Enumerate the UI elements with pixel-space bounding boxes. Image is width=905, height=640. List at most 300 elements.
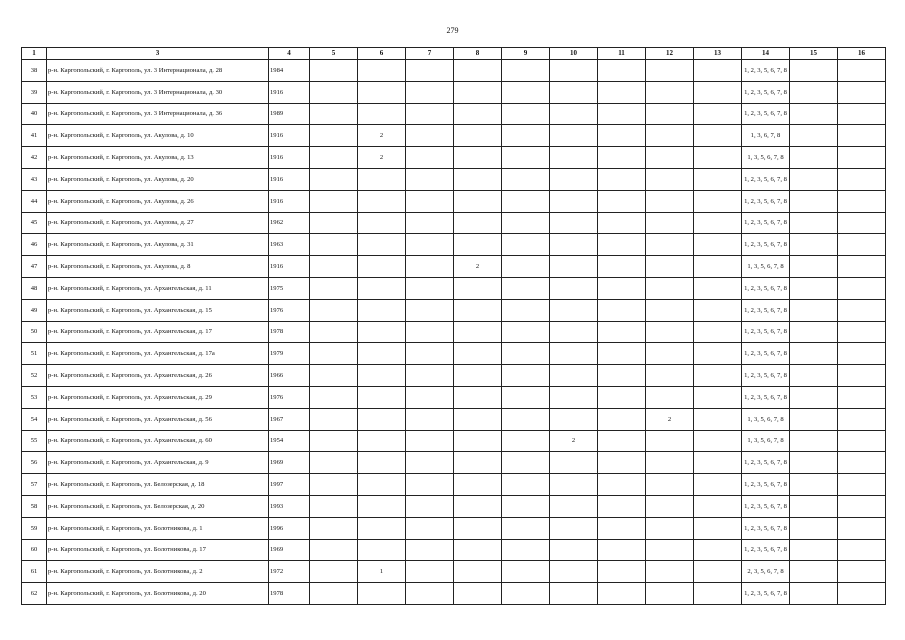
col-16-cell xyxy=(838,495,886,517)
row-number: 41 xyxy=(22,125,47,147)
column-header: 14 xyxy=(742,48,790,60)
col-10-cell xyxy=(550,474,598,496)
col-5-cell xyxy=(310,256,358,278)
col-8-cell xyxy=(454,234,502,256)
row-number: 45 xyxy=(22,212,47,234)
col-15-cell xyxy=(790,256,838,278)
address-cell: р-н. Каргопольский, г. Каргополь, ул. Архангельская, д. 29 xyxy=(47,386,269,408)
year-cell: 1967 xyxy=(269,408,310,430)
column-header: 5 xyxy=(310,48,358,60)
year-cell: 1993 xyxy=(269,495,310,517)
col-15-cell xyxy=(790,561,838,583)
col-15-cell xyxy=(790,517,838,539)
table-row xyxy=(22,583,886,605)
address-cell: р-н. Каргопольский, г. Каргополь, ул. Акулова, д. 10 xyxy=(47,125,269,147)
col-14-cell: 1, 2, 3, 5, 6, 7, 8 xyxy=(742,299,790,321)
col-11-cell xyxy=(598,365,646,387)
col-6-cell xyxy=(358,539,406,561)
col-15-cell xyxy=(790,125,838,147)
year-cell: 1916 xyxy=(269,256,310,278)
col-7-cell xyxy=(406,256,454,278)
col-16-cell xyxy=(838,256,886,278)
address-cell: р-н. Каргопольский, г. Каргополь, ул. 3 Интернационала, д. 28 xyxy=(47,60,269,82)
year-cell: 1989 xyxy=(269,103,310,125)
col-10-cell xyxy=(550,81,598,103)
col-7-cell xyxy=(406,168,454,190)
row-number: 51 xyxy=(22,343,47,365)
col-6-cell xyxy=(358,495,406,517)
col-15-cell xyxy=(790,103,838,125)
row-number: 42 xyxy=(22,147,47,169)
col-12-cell xyxy=(646,365,694,387)
row-number: 62 xyxy=(22,583,47,605)
col-16-cell xyxy=(838,321,886,343)
col-14-cell: 1, 2, 3, 5, 6, 7, 8 xyxy=(742,103,790,125)
col-11-cell xyxy=(598,147,646,169)
col-10-cell xyxy=(550,386,598,408)
col-5-cell xyxy=(310,365,358,387)
col-6-cell xyxy=(358,517,406,539)
col-15-cell xyxy=(790,430,838,452)
col-13-cell xyxy=(694,147,742,169)
col-15-cell xyxy=(790,408,838,430)
col-8-cell xyxy=(454,277,502,299)
col-15-cell xyxy=(790,539,838,561)
col-16-cell xyxy=(838,277,886,299)
address-cell: р-н. Каргопольский, г. Каргополь, ул. Белозерская, д. 20 xyxy=(47,495,269,517)
col-10-cell xyxy=(550,212,598,234)
col-14-cell: 1, 3, 5, 6, 7, 8 xyxy=(742,408,790,430)
col-13-cell xyxy=(694,168,742,190)
col-7-cell xyxy=(406,408,454,430)
col-7-cell xyxy=(406,386,454,408)
table-row xyxy=(22,147,886,169)
table-row xyxy=(22,408,886,430)
col-12-cell xyxy=(646,212,694,234)
column-header: 4 xyxy=(269,48,310,60)
col-11-cell xyxy=(598,321,646,343)
col-7-cell xyxy=(406,452,454,474)
col-7-cell xyxy=(406,299,454,321)
col-16-cell xyxy=(838,539,886,561)
col-11-cell xyxy=(598,190,646,212)
col-8-cell xyxy=(454,190,502,212)
col-5-cell xyxy=(310,60,358,82)
col-11-cell xyxy=(598,495,646,517)
col-12-cell xyxy=(646,452,694,474)
row-number: 40 xyxy=(22,103,47,125)
col-16-cell xyxy=(838,561,886,583)
row-number: 55 xyxy=(22,430,47,452)
col-11-cell xyxy=(598,256,646,278)
col-8-cell xyxy=(454,452,502,474)
col-9-cell xyxy=(502,321,550,343)
year-cell: 1997 xyxy=(269,474,310,496)
col-11-cell xyxy=(598,168,646,190)
col-16-cell xyxy=(838,430,886,452)
table-row xyxy=(22,386,886,408)
col-9-cell xyxy=(502,212,550,234)
col-7-cell xyxy=(406,474,454,496)
col-8-cell: 2 xyxy=(454,256,502,278)
year-cell: 1954 xyxy=(269,430,310,452)
col-6-cell xyxy=(358,430,406,452)
table-row xyxy=(22,474,886,496)
col-16-cell xyxy=(838,103,886,125)
col-16-cell xyxy=(838,386,886,408)
col-9-cell xyxy=(502,408,550,430)
col-13-cell xyxy=(694,408,742,430)
column-header: 7 xyxy=(406,48,454,60)
address-cell: р-н. Каргопольский, г. Каргополь, ул. Акулова, д. 26 xyxy=(47,190,269,212)
col-10-cell xyxy=(550,561,598,583)
col-15-cell xyxy=(790,234,838,256)
col-5-cell xyxy=(310,147,358,169)
column-header: 1 xyxy=(22,48,47,60)
col-12-cell xyxy=(646,386,694,408)
year-cell: 1976 xyxy=(269,299,310,321)
table-row xyxy=(22,343,886,365)
year-cell: 1966 xyxy=(269,365,310,387)
registry-table xyxy=(21,47,886,605)
col-13-cell xyxy=(694,343,742,365)
col-9-cell xyxy=(502,474,550,496)
table-row xyxy=(22,81,886,103)
col-6-cell xyxy=(358,386,406,408)
col-10-cell xyxy=(550,147,598,169)
year-cell: 1916 xyxy=(269,81,310,103)
col-16-cell xyxy=(838,125,886,147)
col-11-cell xyxy=(598,583,646,605)
col-12-cell xyxy=(646,321,694,343)
col-9-cell xyxy=(502,168,550,190)
table-row xyxy=(22,495,886,517)
table-row xyxy=(22,168,886,190)
col-9-cell xyxy=(502,343,550,365)
address-cell: р-н. Каргопольский, г. Каргополь, ул. Акулова, д. 31 xyxy=(47,234,269,256)
col-6-cell xyxy=(358,277,406,299)
col-5-cell xyxy=(310,277,358,299)
col-8-cell xyxy=(454,365,502,387)
col-5-cell xyxy=(310,430,358,452)
col-13-cell xyxy=(694,103,742,125)
col-8-cell xyxy=(454,321,502,343)
col-11-cell xyxy=(598,299,646,321)
col-10-cell xyxy=(550,234,598,256)
year-cell: 1972 xyxy=(269,561,310,583)
col-11-cell xyxy=(598,408,646,430)
col-11-cell xyxy=(598,81,646,103)
year-cell: 1916 xyxy=(269,147,310,169)
col-7-cell xyxy=(406,212,454,234)
col-13-cell xyxy=(694,299,742,321)
row-number: 61 xyxy=(22,561,47,583)
col-11-cell xyxy=(598,234,646,256)
column-header: 15 xyxy=(790,48,838,60)
address-cell: р-н. Каргопольский, г. Каргополь, ул. Архангельская, д. 60 xyxy=(47,430,269,452)
col-9-cell xyxy=(502,103,550,125)
row-number: 38 xyxy=(22,60,47,82)
col-8-cell xyxy=(454,125,502,147)
col-9-cell xyxy=(502,561,550,583)
col-10-cell xyxy=(550,60,598,82)
col-6-cell xyxy=(358,583,406,605)
col-12-cell xyxy=(646,103,694,125)
col-9-cell xyxy=(502,277,550,299)
col-5-cell xyxy=(310,517,358,539)
col-9-cell xyxy=(502,60,550,82)
col-16-cell xyxy=(838,365,886,387)
col-5-cell xyxy=(310,539,358,561)
row-number: 52 xyxy=(22,365,47,387)
col-15-cell xyxy=(790,277,838,299)
col-14-cell: 1, 2, 3, 5, 6, 7, 8 xyxy=(742,583,790,605)
col-13-cell xyxy=(694,125,742,147)
col-12-cell xyxy=(646,474,694,496)
col-5-cell xyxy=(310,321,358,343)
col-14-cell: 1, 2, 3, 5, 6, 7, 8 xyxy=(742,234,790,256)
col-14-cell: 1, 2, 3, 5, 6, 7, 8 xyxy=(742,190,790,212)
col-9-cell xyxy=(502,539,550,561)
col-13-cell xyxy=(694,430,742,452)
col-7-cell xyxy=(406,277,454,299)
col-7-cell xyxy=(406,60,454,82)
col-9-cell xyxy=(502,125,550,147)
table-body xyxy=(22,60,886,605)
year-cell: 1916 xyxy=(269,190,310,212)
col-5-cell xyxy=(310,561,358,583)
col-7-cell xyxy=(406,517,454,539)
col-14-cell: 1, 2, 3, 5, 6, 7, 8 xyxy=(742,365,790,387)
col-9-cell xyxy=(502,365,550,387)
column-header: 13 xyxy=(694,48,742,60)
col-14-cell: 1, 2, 3, 5, 6, 7, 8 xyxy=(742,474,790,496)
col-15-cell xyxy=(790,321,838,343)
page-number: 279 xyxy=(446,26,459,35)
col-10-cell xyxy=(550,517,598,539)
year-cell: 1975 xyxy=(269,277,310,299)
col-14-cell: 1, 3, 5, 6, 7, 8 xyxy=(742,256,790,278)
col-11-cell xyxy=(598,125,646,147)
col-6-cell xyxy=(358,365,406,387)
col-16-cell xyxy=(838,583,886,605)
address-cell: р-н. Каргопольский, г. Каргополь, ул. Белозерская, д. 18 xyxy=(47,474,269,496)
col-10-cell xyxy=(550,583,598,605)
address-cell: р-н. Каргопольский, г. Каргополь, ул. Акулова, д. 8 xyxy=(47,256,269,278)
col-16-cell xyxy=(838,147,886,169)
col-5-cell xyxy=(310,168,358,190)
row-number: 39 xyxy=(22,81,47,103)
col-11-cell xyxy=(598,212,646,234)
col-8-cell xyxy=(454,343,502,365)
col-12-cell xyxy=(646,277,694,299)
col-8-cell xyxy=(454,60,502,82)
col-11-cell xyxy=(598,452,646,474)
col-13-cell xyxy=(694,256,742,278)
col-13-cell xyxy=(694,474,742,496)
row-number: 59 xyxy=(22,517,47,539)
col-11-cell xyxy=(598,277,646,299)
column-header: 16 xyxy=(838,48,886,60)
col-13-cell xyxy=(694,495,742,517)
address-cell: р-н. Каргопольский, г. Каргополь, ул. Болотникова, д. 20 xyxy=(47,583,269,605)
col-11-cell xyxy=(598,60,646,82)
col-13-cell xyxy=(694,452,742,474)
col-5-cell xyxy=(310,495,358,517)
col-5-cell xyxy=(310,234,358,256)
row-number: 53 xyxy=(22,386,47,408)
col-7-cell xyxy=(406,234,454,256)
col-12-cell xyxy=(646,299,694,321)
col-14-cell: 1, 3, 6, 7, 8 xyxy=(742,125,790,147)
col-7-cell xyxy=(406,583,454,605)
col-13-cell xyxy=(694,60,742,82)
col-14-cell: 1, 2, 3, 5, 6, 7, 8 xyxy=(742,321,790,343)
row-number: 49 xyxy=(22,299,47,321)
col-16-cell xyxy=(838,517,886,539)
col-6-cell xyxy=(358,299,406,321)
col-8-cell xyxy=(454,583,502,605)
col-7-cell xyxy=(406,430,454,452)
col-10-cell xyxy=(550,299,598,321)
col-8-cell xyxy=(454,539,502,561)
col-7-cell xyxy=(406,81,454,103)
col-11-cell xyxy=(598,343,646,365)
row-number: 44 xyxy=(22,190,47,212)
col-12-cell xyxy=(646,539,694,561)
col-14-cell: 1, 2, 3, 5, 6, 7, 8 xyxy=(742,386,790,408)
col-16-cell xyxy=(838,343,886,365)
col-15-cell xyxy=(790,299,838,321)
year-cell: 1969 xyxy=(269,539,310,561)
year-cell: 1996 xyxy=(269,517,310,539)
col-12-cell xyxy=(646,343,694,365)
year-cell: 1978 xyxy=(269,583,310,605)
col-7-cell xyxy=(406,125,454,147)
row-number: 43 xyxy=(22,168,47,190)
year-cell: 1969 xyxy=(269,452,310,474)
col-12-cell xyxy=(646,81,694,103)
col-14-cell: 1, 2, 3, 5, 6, 7, 8 xyxy=(742,168,790,190)
col-12-cell xyxy=(646,517,694,539)
col-8-cell xyxy=(454,299,502,321)
row-number: 50 xyxy=(22,321,47,343)
col-16-cell xyxy=(838,81,886,103)
col-10-cell xyxy=(550,408,598,430)
table-row xyxy=(22,561,886,583)
col-9-cell xyxy=(502,147,550,169)
table-row xyxy=(22,212,886,234)
year-cell: 1979 xyxy=(269,343,310,365)
col-12-cell xyxy=(646,256,694,278)
column-header: 12 xyxy=(646,48,694,60)
col-9-cell xyxy=(502,299,550,321)
col-10-cell xyxy=(550,190,598,212)
table-row xyxy=(22,103,886,125)
address-cell: р-н. Каргопольский, г. Каргополь, ул. Архангельская, д. 17 xyxy=(47,321,269,343)
column-header: 11 xyxy=(598,48,646,60)
col-6-cell xyxy=(358,408,406,430)
row-number: 48 xyxy=(22,277,47,299)
column-header: 10 xyxy=(550,48,598,60)
address-cell: р-н. Каргопольский, г. Каргополь, ул. Архангельская, д. 11 xyxy=(47,277,269,299)
col-5-cell xyxy=(310,190,358,212)
row-number: 58 xyxy=(22,495,47,517)
col-14-cell: 1, 2, 3, 5, 6, 7, 8 xyxy=(742,212,790,234)
col-14-cell: 2, 3, 5, 6, 7, 8 xyxy=(742,561,790,583)
col-11-cell xyxy=(598,386,646,408)
col-11-cell xyxy=(598,103,646,125)
col-16-cell xyxy=(838,452,886,474)
col-6-cell xyxy=(358,452,406,474)
col-6-cell: 2 xyxy=(358,147,406,169)
col-12-cell xyxy=(646,168,694,190)
col-9-cell xyxy=(502,430,550,452)
table-row xyxy=(22,430,886,452)
col-11-cell xyxy=(598,561,646,583)
col-13-cell xyxy=(694,561,742,583)
col-14-cell: 1, 2, 3, 5, 6, 7, 8 xyxy=(742,343,790,365)
col-9-cell xyxy=(502,234,550,256)
row-number: 60 xyxy=(22,539,47,561)
col-14-cell: 1, 2, 3, 5, 6, 7, 8 xyxy=(742,539,790,561)
address-cell: р-н. Каргопольский, г. Каргополь, ул. Архангельская, д. 56 xyxy=(47,408,269,430)
col-16-cell xyxy=(838,408,886,430)
col-6-cell xyxy=(358,81,406,103)
col-16-cell xyxy=(838,234,886,256)
col-13-cell xyxy=(694,517,742,539)
col-13-cell xyxy=(694,386,742,408)
col-8-cell xyxy=(454,386,502,408)
table-row xyxy=(22,452,886,474)
col-10-cell xyxy=(550,277,598,299)
address-cell: р-н. Каргопольский, г. Каргополь, ул. Болотникова, д. 2 xyxy=(47,561,269,583)
col-12-cell: 2 xyxy=(646,408,694,430)
col-10-cell xyxy=(550,256,598,278)
col-16-cell xyxy=(838,474,886,496)
col-6-cell: 2 xyxy=(358,125,406,147)
year-cell: 1976 xyxy=(269,386,310,408)
col-15-cell xyxy=(790,452,838,474)
col-6-cell xyxy=(358,256,406,278)
address-cell: р-н. Каргопольский, г. Каргополь, ул. 3 Интернационала, д. 30 xyxy=(47,81,269,103)
header-row xyxy=(22,48,886,60)
year-cell: 1916 xyxy=(269,168,310,190)
year-cell: 1916 xyxy=(269,125,310,147)
col-7-cell xyxy=(406,561,454,583)
col-6-cell xyxy=(358,212,406,234)
col-12-cell xyxy=(646,234,694,256)
col-13-cell xyxy=(694,321,742,343)
row-number: 46 xyxy=(22,234,47,256)
col-8-cell xyxy=(454,168,502,190)
column-header: 8 xyxy=(454,48,502,60)
col-6-cell xyxy=(358,343,406,365)
col-7-cell xyxy=(406,539,454,561)
col-8-cell xyxy=(454,495,502,517)
col-16-cell xyxy=(838,168,886,190)
col-15-cell xyxy=(790,168,838,190)
table-row xyxy=(22,299,886,321)
col-13-cell xyxy=(694,277,742,299)
col-14-cell: 1, 2, 3, 5, 6, 7, 8 xyxy=(742,495,790,517)
col-15-cell xyxy=(790,365,838,387)
year-cell: 1978 xyxy=(269,321,310,343)
col-5-cell xyxy=(310,452,358,474)
address-cell: р-н. Каргопольский, г. Каргополь, ул. Архангельская, д. 26 xyxy=(47,365,269,387)
col-8-cell xyxy=(454,212,502,234)
col-14-cell: 1, 2, 3, 5, 6, 7, 8 xyxy=(742,517,790,539)
